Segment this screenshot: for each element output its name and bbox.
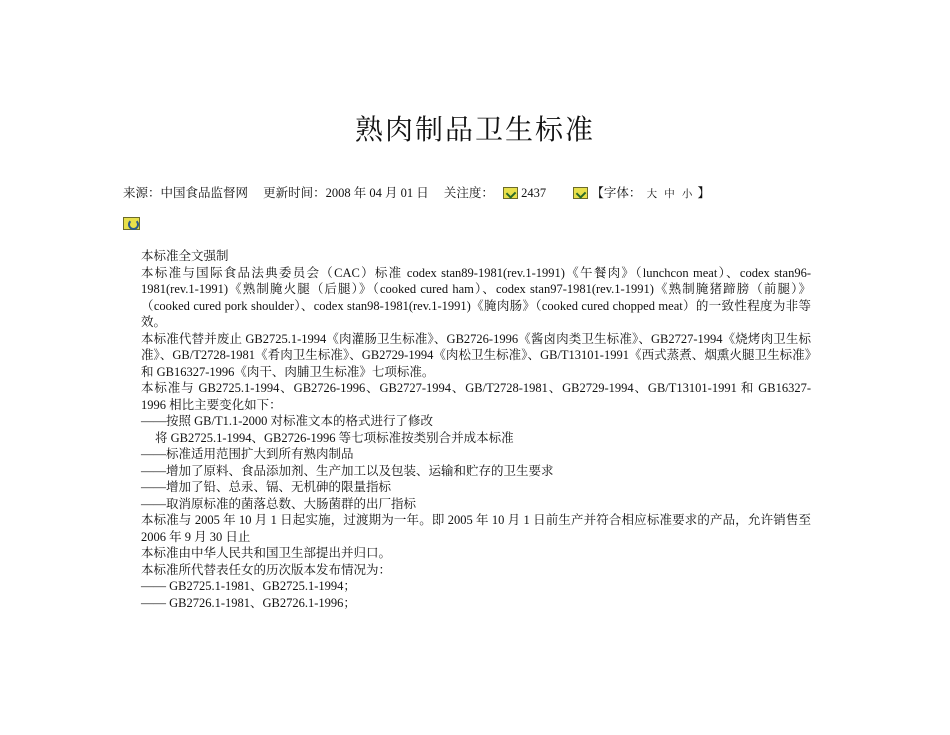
paragraph: 本标准与 GB2725.1-1994、GB2726-1996、GB2727-1994、GB/T2728-1981、GB2729-1994、GB/T13101-1991 和 GB16327-1996 相比主要变化如下：	[141, 381, 811, 412]
paragraph: —— GB2725.1-1981、GB2725.1-1994；	[141, 579, 356, 593]
paragraph: ——增加了铅、总汞、镉、无机砷的限量指标	[141, 480, 392, 494]
refresh-icon[interactable]	[123, 217, 140, 230]
paragraph: —— GB2726.1-1981、GB2726.1-1996；	[141, 595, 356, 610]
article-meta	[123, 184, 843, 204]
page-title: 熟肉制品卫生标准	[354, 113, 595, 146]
paragraph: ——按照 GB/T1.1-2000 对标准文本的格式进行了修改	[141, 414, 434, 428]
check-icon	[503, 187, 518, 199]
paragraph: 本标准代替并废止 GB2725.1-1994《肉灌肠卫生标准》、GB2726-1996《酱卤肉类卫生标准》、GB2727-1994《烧烤肉卫生标准》、GB/T2728-1981《肴肉卫生标准》、GB2729-1994《肉松卫生标准》、GB/T13101-1991《西式蒸煮、烟熏火腿卫生标准》和 GB16327-1996《肉干、肉脯卫生标准》七项标准。	[141, 331, 811, 379]
paragraph: 将 GB2725.1-1994、GB2726-1996 等七项标准按类别合并成本标准	[155, 430, 514, 445]
font-label-close: 】	[697, 186, 710, 200]
check-icon	[573, 187, 588, 199]
attention-count: 2437	[521, 186, 547, 200]
paragraph: 本标准全文强制	[141, 249, 229, 263]
paragraph: 本标准与国际食品法典委员会（CAC）标准 codex stan89-1981(rev.1-1991)《午餐肉》（lunchcon meat）、codex stan96-1981(rev.1-1991)《熟制腌火腿（后腿）》（cooked cured ham）、codex stan97-1981(rev.1-1991)《熟制腌猪蹄膀（前腿）》（cooked cured pork shoulder）、codex stan98-1981(rev.1-1991)《腌肉肠》（cooked cured chopped meat）的一致性程度为非等效。	[141, 265, 811, 329]
update-time: 更新时间：2008 年 04 月 01 日	[263, 186, 429, 200]
attention-label: 关注度：	[443, 186, 494, 200]
font-label-open: 【字体：	[591, 186, 642, 200]
font-small-link[interactable]: 小	[681, 189, 693, 200]
paragraph: ——标准适用范围扩大到所有熟肉制品	[141, 447, 354, 461]
paragraph: 本标准由中华人民共和国卫生部提出并归口。	[141, 546, 392, 560]
font-medium-link[interactable]: 中	[664, 189, 675, 200]
paragraph: 本标准与 2005 年 10 月 1 日起实施，过渡期为一年。即 2005 年 10 月 1 日前生产并符合相应标准要求的产品，允许销售至 2006 年 9 月 30 日止	[141, 513, 811, 544]
paragraph: 本标准所代替表任女的历次版本发布情况为：	[141, 562, 392, 577]
source-label: 来源：中国食品监督网	[123, 186, 249, 200]
article-body	[141, 248, 811, 611]
paragraph: ——取消原标准的菌落总数、大肠菌群的出厂指标	[141, 496, 417, 511]
font-large-link[interactable]: 大	[646, 189, 658, 200]
paragraph: ——增加了原料、食品添加剂、生产加工以及包装、运输和贮存的卫生要求	[141, 463, 554, 478]
